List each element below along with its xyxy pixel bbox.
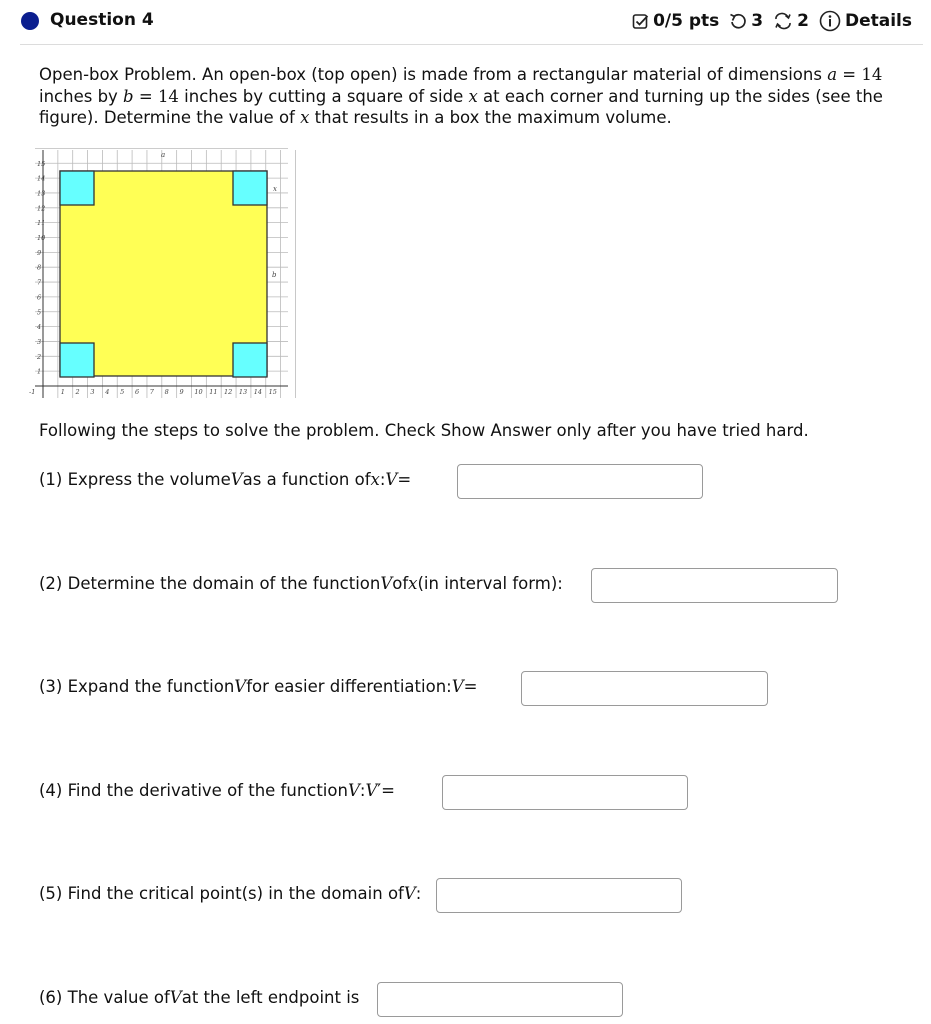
label-a: a bbox=[161, 151, 166, 159]
problem-text-6: that results in a box the maximum volume. bbox=[309, 108, 672, 127]
var-b: b bbox=[123, 86, 134, 106]
corner-square-top-left bbox=[60, 171, 94, 205]
var-a: a bbox=[827, 65, 838, 84]
y-tick-label: 2 bbox=[37, 352, 42, 361]
checkbox-icon bbox=[632, 13, 649, 30]
y-tick-label: 11 bbox=[37, 219, 46, 228]
var-V: V bbox=[365, 781, 378, 800]
var-x: x bbox=[468, 86, 478, 106]
domain-input[interactable] bbox=[591, 568, 838, 603]
y-tick-label: 13 bbox=[37, 189, 46, 198]
derivative-input[interactable] bbox=[442, 775, 688, 810]
var-x: x bbox=[370, 470, 380, 489]
var-V: V bbox=[451, 677, 464, 696]
problem-text-3: inches by cutting a square of side bbox=[178, 86, 469, 106]
x-tick-label: 10 bbox=[194, 388, 203, 396]
corner-square-bottom-left bbox=[60, 343, 94, 377]
retries-indicator bbox=[773, 11, 809, 31]
y-tick-label: 14 bbox=[37, 174, 46, 183]
x-tick-labels bbox=[29, 388, 277, 396]
question-meta bbox=[622, 10, 912, 32]
attempts-text: 3 bbox=[751, 11, 764, 31]
corner-square-top-right bbox=[233, 171, 267, 205]
y-tick-label: 6 bbox=[37, 293, 42, 302]
x-tick-label: 15 bbox=[268, 388, 277, 396]
a-value: 14 bbox=[861, 65, 883, 84]
label-b: b bbox=[272, 271, 277, 279]
volume-function-input[interactable] bbox=[457, 464, 703, 499]
x-tick-label: 1 bbox=[60, 388, 65, 396]
corner-square-bottom-right bbox=[233, 343, 267, 377]
problem-text-4: at each corner and turning up the sides (see the bbox=[477, 86, 883, 106]
y-tick-label: 15 bbox=[37, 159, 46, 168]
x-tick-label: 14 bbox=[253, 388, 263, 396]
x-tick-label: 5 bbox=[120, 388, 125, 396]
problem-statement bbox=[39, 64, 899, 129]
info-icon bbox=[819, 10, 841, 32]
open-box-figure bbox=[29, 148, 293, 408]
x-tick-label: 2 bbox=[75, 388, 80, 396]
retries-text: 2 bbox=[797, 11, 809, 31]
y-tick-label: 9 bbox=[37, 248, 42, 257]
header-divider bbox=[20, 44, 923, 45]
var-V: V bbox=[230, 470, 243, 489]
step-5: (5) Find the critical point(s) in the domain of V : bbox=[39, 884, 422, 903]
b-value: 14 bbox=[157, 86, 179, 106]
x-tick-label: 4 bbox=[105, 388, 110, 396]
question-title: Question 4 bbox=[50, 10, 154, 30]
y-tick-label: 7 bbox=[37, 278, 42, 287]
step-4: (4) Find the derivative of the function V : V ′ = bbox=[39, 781, 395, 800]
y-tick-label: 12 bbox=[37, 204, 46, 213]
question-status-dot bbox=[21, 12, 39, 30]
x-tick-label: 3 bbox=[90, 388, 95, 396]
problem-text-5: figure). Determine the value of bbox=[39, 108, 301, 127]
step-3: (3) Expand the function V for easier differentiation: V = bbox=[39, 677, 478, 696]
x-tick-label: 7 bbox=[149, 388, 154, 396]
problem-text-1: Open-box Problem. An open-box (top open) is made from a rectangular material of dimensions bbox=[39, 65, 828, 84]
y-tick-label: 1 bbox=[37, 367, 42, 376]
retry-icon bbox=[773, 12, 793, 30]
var-V: V bbox=[380, 574, 393, 593]
equals-sign: = bbox=[133, 86, 158, 106]
x-tick-label: -1 bbox=[29, 388, 36, 396]
attempts-indicator bbox=[729, 11, 763, 31]
x-tick-label: 13 bbox=[238, 388, 248, 396]
points-indicator bbox=[632, 11, 719, 31]
details-label: Details bbox=[844, 11, 912, 31]
y-tick-label: 4 bbox=[37, 323, 42, 332]
step-1: (1) Express the volume V as a function of x : V = bbox=[39, 470, 412, 489]
x-tick-label: 12 bbox=[224, 388, 233, 396]
var-V: V bbox=[403, 884, 416, 903]
expanded-function-input[interactable] bbox=[521, 671, 768, 706]
y-tick-label: 3 bbox=[37, 337, 42, 346]
x-tick-label: 8 bbox=[164, 388, 169, 396]
details-button[interactable] bbox=[819, 10, 912, 32]
y-tick-label: 10 bbox=[37, 234, 46, 242]
var-x: x bbox=[300, 108, 310, 127]
points-text: 0/5 pts bbox=[653, 11, 720, 31]
undo-icon bbox=[729, 12, 747, 30]
step-2: (2) Determine the domain of the function V of x (in interval form): bbox=[39, 574, 563, 593]
x-tick-label: 6 bbox=[134, 388, 140, 396]
critical-points-input[interactable] bbox=[436, 878, 682, 913]
y-tick-label: 8 bbox=[37, 263, 42, 272]
var-x: x bbox=[408, 574, 418, 593]
label-x: x bbox=[273, 185, 277, 193]
var-V: V bbox=[169, 988, 182, 1007]
instructions: Following the steps to solve the problem. Check Show Answer only after you have tried hard. bbox=[39, 421, 809, 440]
problem-text-2: inches by bbox=[39, 86, 124, 106]
y-tick-labels bbox=[36, 160, 45, 376]
left-endpoint-value-input[interactable] bbox=[377, 982, 623, 1017]
var-V: V bbox=[234, 677, 247, 696]
question-header bbox=[0, 0, 931, 44]
var-V: V bbox=[347, 781, 360, 800]
x-tick-label: 9 bbox=[179, 388, 184, 396]
step-6: (6) The value of V at the left endpoint is bbox=[39, 988, 360, 1007]
var-V: V bbox=[385, 470, 398, 489]
x-tick-label: 11 bbox=[209, 388, 218, 396]
y-tick-label: 5 bbox=[37, 308, 42, 317]
equals-sign: = bbox=[837, 65, 862, 84]
